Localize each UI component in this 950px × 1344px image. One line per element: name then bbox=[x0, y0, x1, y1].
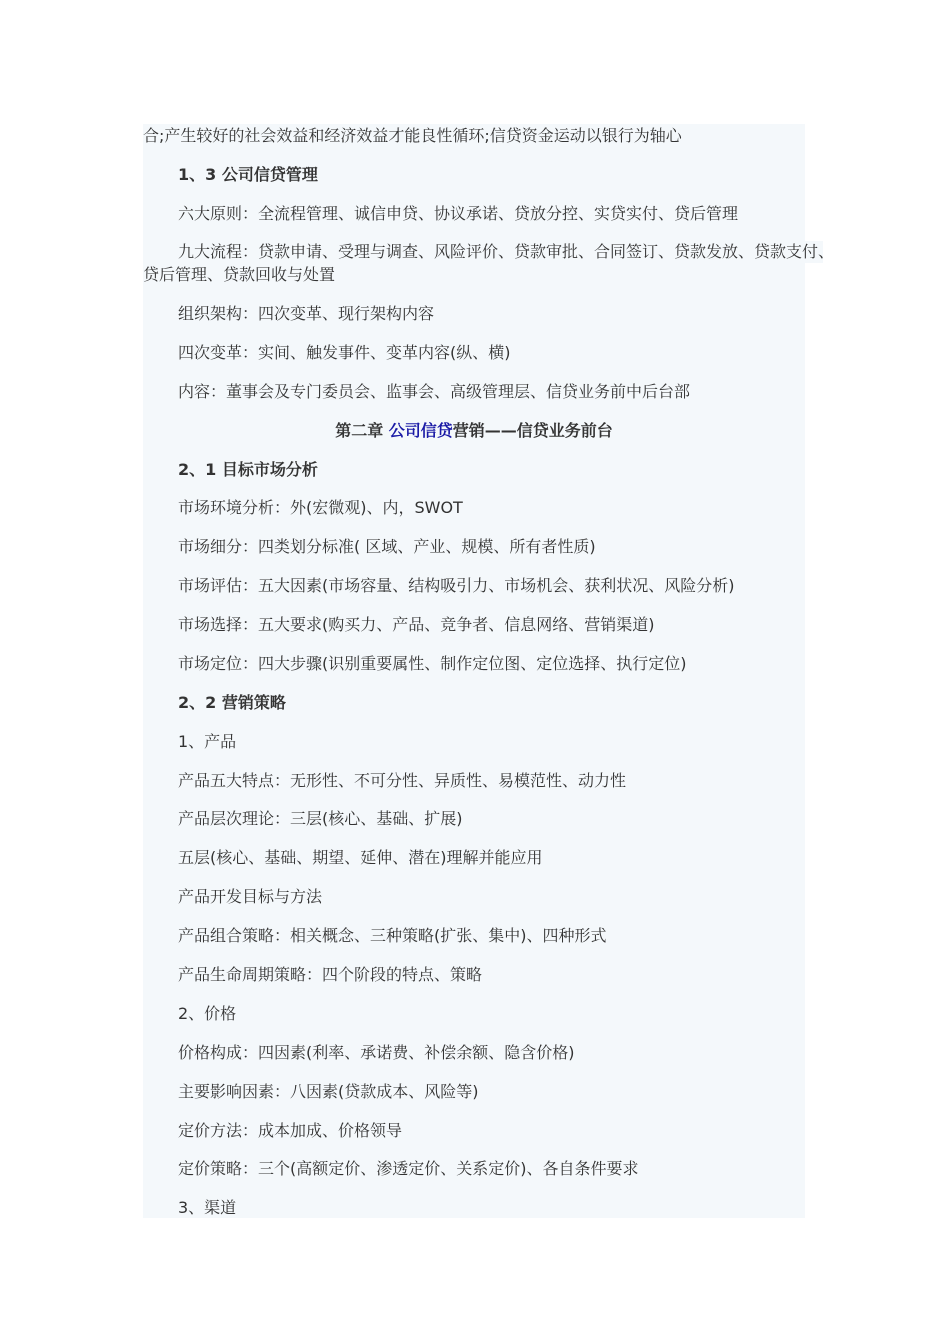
paragraph-nine-processes-continued: 贷后管理、贷款回收与处置 bbox=[143, 265, 336, 284]
list-heading-channel: 3、渠道 bbox=[178, 1198, 237, 1217]
paragraph-influencing-factors: 主要影响因素：八因素(贷款成本、风险等) bbox=[178, 1082, 479, 1101]
chapter-title-highlight: 公司信贷 bbox=[388, 421, 453, 440]
chapter-two-title bbox=[143, 420, 805, 442]
paragraph-pricing-strategies: 定价策略：三个(高额定价、渗透定价、关系定价)、各自条件要求 bbox=[178, 1159, 639, 1178]
paragraph-content: 内容：董事会及专门委员会、监事会、高级管理层、信贷业务前中后台部 bbox=[178, 382, 691, 401]
paragraph-product-levels: 产品层次理论：三层(核心、基础、扩展) bbox=[178, 809, 463, 828]
chapter-title-suffix: 营销——信贷业务前台 bbox=[452, 421, 613, 440]
paragraph-product-lifecycle: 产品生命周期策略：四个阶段的特点、策略 bbox=[178, 965, 483, 984]
paragraph-product-development: 产品开发目标与方法 bbox=[178, 887, 323, 906]
paragraph-six-principles: 六大原则：全流程管理、诚信申贷、协议承诺、贷放分控、实贷实付、贷后管理 bbox=[178, 204, 739, 223]
list-heading-product: 1、产品 bbox=[178, 732, 237, 751]
paragraph-nine-processes: 九大流程：贷款申请、受理与调查、风险评价、贷款审批、合同签订、贷款发放、贷款支付、 bbox=[178, 242, 835, 261]
section-heading-2-1: 2、1 目标市场分析 bbox=[178, 460, 318, 479]
paragraph-pricing-methods: 定价方法：成本加成、价格领导 bbox=[178, 1121, 403, 1140]
paragraph-market-selection: 市场选择：五大要求(购买力、产品、竞争者、信息网络、营销渠道) bbox=[178, 615, 655, 634]
paragraph-product-mix: 产品组合策略：相关概念、三种策略(扩张、集中)、四种形式 bbox=[178, 926, 607, 945]
list-heading-price: 2、价格 bbox=[178, 1004, 237, 1023]
chapter-title-prefix: 第二章 bbox=[335, 421, 389, 440]
paragraph-intro-continuation: 合;产生较好的社会效益和经济效益才能良性循环;信贷资金运动以银行为轴心 bbox=[143, 126, 682, 145]
section-heading-1-3: 1、3 公司信贷管理 bbox=[178, 165, 318, 184]
paragraph-market-segmentation: 市场细分：四类划分标准( 区域、产业、规模、所有者性质) bbox=[178, 537, 596, 556]
paragraph-five-levels: 五层(核心、基础、期望、延伸、潜在)理解并能应用 bbox=[178, 848, 543, 867]
paragraph-market-evaluation: 市场评估：五大因素(市场容量、结构吸引力、市场机会、获利状况、风险分析) bbox=[178, 576, 735, 595]
paragraph-market-positioning: 市场定位：四大步骤(识别重要属性、制作定位图、定位选择、执行定位) bbox=[178, 654, 687, 673]
paragraph-product-features: 产品五大特点：无形性、不可分性、异质性、易模范性、动力性 bbox=[178, 771, 627, 790]
paragraph-four-reforms: 四次变革：实间、触发事件、变革内容(纵、横) bbox=[178, 343, 511, 362]
paragraph-org-structure: 组织架构：四次变革、现行架构内容 bbox=[178, 304, 435, 323]
paragraph-price-composition: 价格构成：四因素(利率、承诺费、补偿余额、隐含价格) bbox=[178, 1043, 575, 1062]
section-heading-2-2: 2、2 营销策略 bbox=[178, 693, 286, 712]
paragraph-market-environment: 市场环境分析：外(宏微观)、内，SWOT bbox=[178, 498, 463, 517]
